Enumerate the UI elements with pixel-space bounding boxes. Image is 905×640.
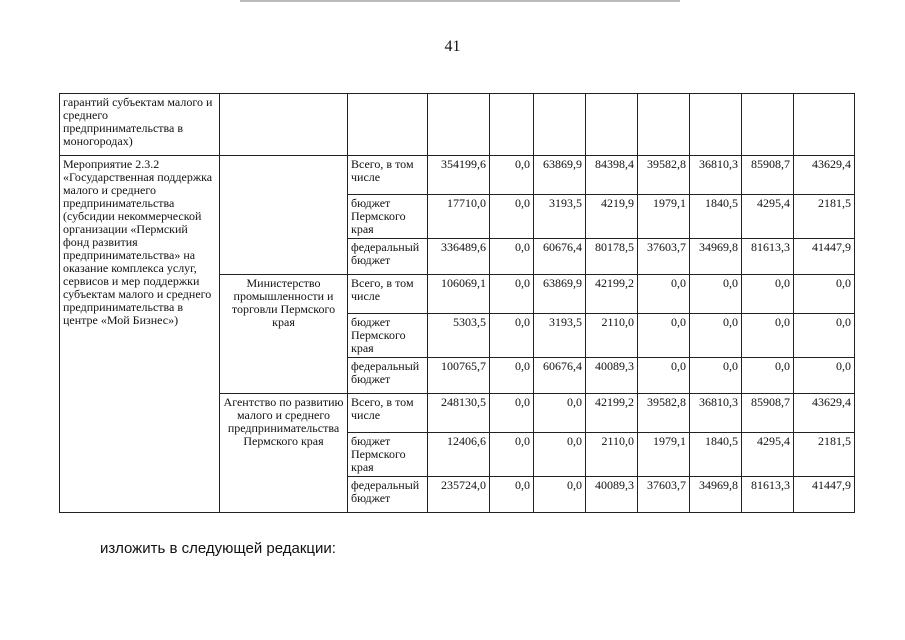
funding-source: Всего, в том числе — [348, 275, 428, 314]
value-cell: 106069,1 — [428, 275, 490, 314]
value-cell: 336489,6 — [428, 239, 490, 275]
empty-cell — [586, 94, 638, 156]
value-cell: 34969,8 — [690, 477, 742, 513]
empty-cell — [794, 94, 855, 156]
value-cell: 85908,7 — [742, 394, 794, 433]
value-cell: 0,0 — [794, 314, 855, 358]
empty-cell — [742, 94, 794, 156]
value-cell: 235724,0 — [428, 477, 490, 513]
value-cell: 0,0 — [490, 195, 534, 239]
value-cell: 34969,8 — [690, 239, 742, 275]
executor-cell: Агентство по развитию малого и среднего предпринимательства Пермского края — [220, 394, 348, 513]
value-cell: 0,0 — [742, 275, 794, 314]
value-cell: 0,0 — [534, 394, 586, 433]
value-cell: 0,0 — [490, 394, 534, 433]
value-cell: 0,0 — [638, 358, 690, 394]
value-cell: 2110,0 — [586, 314, 638, 358]
value-cell: 85908,7 — [742, 156, 794, 195]
value-cell: 0,0 — [742, 358, 794, 394]
value-cell: 36810,3 — [690, 394, 742, 433]
value-cell: 84398,4 — [586, 156, 638, 195]
value-cell: 0,0 — [638, 314, 690, 358]
funding-source: бюджет Пермского края — [348, 433, 428, 477]
empty-cell — [490, 94, 534, 156]
value-cell: 63869,9 — [534, 275, 586, 314]
value-cell: 0,0 — [742, 314, 794, 358]
table-body — [60, 94, 855, 513]
value-cell: 3193,5 — [534, 195, 586, 239]
value-cell: 248130,5 — [428, 394, 490, 433]
value-cell: 40089,3 — [586, 358, 638, 394]
following-text: изложить в следующей редакции: — [100, 540, 336, 557]
funding-source: федеральный бюджет — [348, 239, 428, 275]
value-cell: 81613,3 — [742, 477, 794, 513]
funding-source: Всего, в том числе — [348, 156, 428, 195]
value-cell: 43629,4 — [794, 156, 855, 195]
value-cell: 1979,1 — [638, 195, 690, 239]
intro-cell: гарантий субъектам малого и среднего предпринимательства в моногородах) — [60, 94, 220, 156]
value-cell: 0,0 — [490, 314, 534, 358]
value-cell: 5303,5 — [428, 314, 490, 358]
value-cell: 2181,5 — [794, 433, 855, 477]
funding-source: бюджет Пермского края — [348, 195, 428, 239]
funding-source: федеральный бюджет — [348, 477, 428, 513]
measure-title: Мероприятие 2.3.2 «Государственная поддержка малого и среднего предпринимательства (субсидии некоммерческой организации «Пермский фонд развития предпринимательства» на оказание комплекса услуг, сервисов и мер поддержки субъектам малого и среднего предпринимательства в центре «Мой Бизнес») — [60, 156, 220, 513]
value-cell: 0,0 — [690, 314, 742, 358]
value-cell: 100765,7 — [428, 358, 490, 394]
table-row — [60, 156, 855, 195]
value-cell: 42199,2 — [586, 394, 638, 433]
funding-source: бюджет Пермского края — [348, 314, 428, 358]
value-cell: 37603,7 — [638, 239, 690, 275]
empty-cell — [638, 94, 690, 156]
value-cell: 1840,5 — [690, 433, 742, 477]
budget-table — [59, 93, 855, 513]
value-cell: 81613,3 — [742, 239, 794, 275]
empty-cell — [220, 94, 348, 156]
value-cell: 0,0 — [490, 358, 534, 394]
value-cell: 0,0 — [690, 275, 742, 314]
value-cell: 43629,4 — [794, 394, 855, 433]
value-cell: 0,0 — [534, 433, 586, 477]
value-cell: 4219,9 — [586, 195, 638, 239]
value-cell: 0,0 — [490, 156, 534, 195]
value-cell: 42199,2 — [586, 275, 638, 314]
value-cell: 354199,6 — [428, 156, 490, 195]
value-cell: 0,0 — [794, 358, 855, 394]
value-cell: 0,0 — [490, 477, 534, 513]
value-cell: 39582,8 — [638, 394, 690, 433]
empty-cell — [348, 94, 428, 156]
value-cell: 40089,3 — [586, 477, 638, 513]
value-cell: 0,0 — [490, 239, 534, 275]
intro-row — [60, 94, 855, 156]
value-cell: 3193,5 — [534, 314, 586, 358]
value-cell: 80178,5 — [586, 239, 638, 275]
funding-source: Всего, в том числе — [348, 394, 428, 433]
value-cell: 36810,3 — [690, 156, 742, 195]
value-cell: 0,0 — [794, 275, 855, 314]
value-cell: 17710,0 — [428, 195, 490, 239]
value-cell: 2110,0 — [586, 433, 638, 477]
value-cell: 63869,9 — [534, 156, 586, 195]
value-cell: 0,0 — [490, 433, 534, 477]
value-cell: 0,0 — [690, 358, 742, 394]
value-cell: 0,0 — [534, 477, 586, 513]
empty-cell — [428, 94, 490, 156]
value-cell: 0,0 — [638, 275, 690, 314]
value-cell: 12406,6 — [428, 433, 490, 477]
value-cell: 60676,4 — [534, 358, 586, 394]
value-cell: 41447,9 — [794, 477, 855, 513]
value-cell: 41447,9 — [794, 239, 855, 275]
value-cell: 60676,4 — [534, 239, 586, 275]
top-rule — [240, 0, 680, 2]
value-cell: 1840,5 — [690, 195, 742, 239]
value-cell: 39582,8 — [638, 156, 690, 195]
value-cell: 2181,5 — [794, 195, 855, 239]
funding-source: федеральный бюджет — [348, 358, 428, 394]
executor-cell — [220, 156, 348, 275]
value-cell: 37603,7 — [638, 477, 690, 513]
empty-cell — [690, 94, 742, 156]
value-cell: 1979,1 — [638, 433, 690, 477]
page-number: 41 — [444, 38, 461, 55]
empty-cell — [534, 94, 586, 156]
value-cell: 4295,4 — [742, 433, 794, 477]
value-cell: 4295,4 — [742, 195, 794, 239]
executor-cell: Министерство промышленности и торговли Пермского края — [220, 275, 348, 394]
value-cell: 0,0 — [490, 275, 534, 314]
